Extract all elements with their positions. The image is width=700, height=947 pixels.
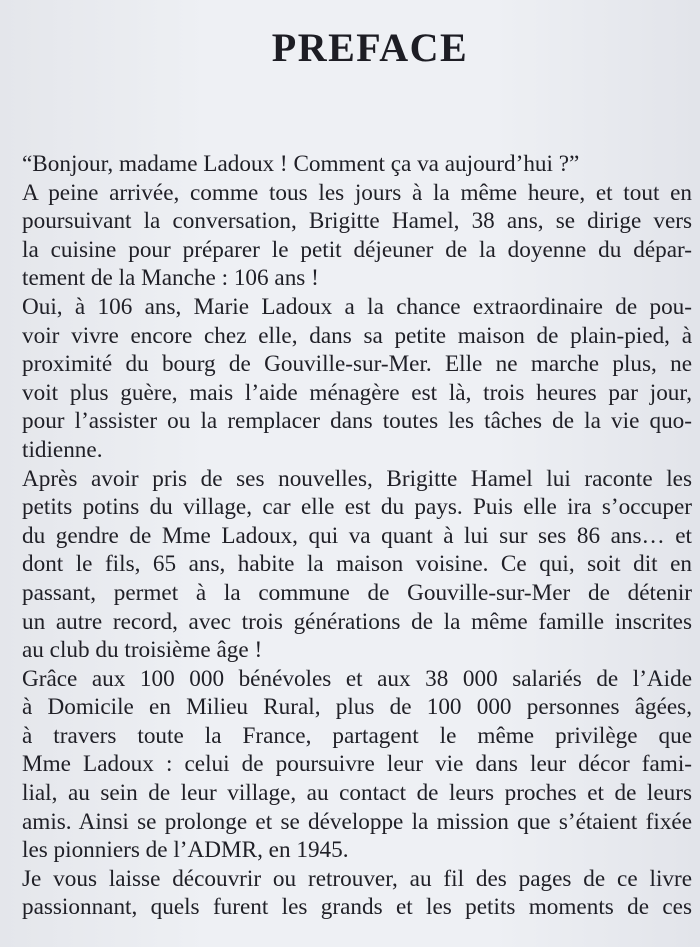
text-line: poursuivant la conversation, Brigitte Hamel, 38 ans, se dirige vers <box>22 208 692 235</box>
preface-body <box>22 150 692 922</box>
text-line: au club du troisième âge ! <box>22 637 263 664</box>
text-line: Grâce aux 100 000 bénévoles et aux 38 000 salariés de l’Aide <box>22 665 692 692</box>
text-line: amis. Ainsi se prolonge et se développe la mission que s’étaient fixée <box>22 808 692 835</box>
text-line: tidienne. <box>22 436 103 463</box>
text-line: petits potins du village, car elle est du pays. Puis elle ira s’occuper <box>22 494 692 521</box>
text-line: Après avoir pris de ses nouvelles, Brigitte Hamel lui raconte les <box>22 465 692 492</box>
text-line: pour l’assister ou la remplacer dans toutes les tâches de la vie quo- <box>22 408 692 435</box>
text-line: “Bonjour, madame Ladoux ! Comment ça va aujourd’hui ?” <box>22 151 580 177</box>
text-line: à travers toute la France, partagent le même privilège que <box>22 722 692 749</box>
text-line: Mme Ladoux : celui de poursuivre leur vie dans leur décor fami- <box>22 751 692 778</box>
text-line: la cuisine pour préparer le petit déjeuner de la doyenne du dépar- <box>22 236 692 263</box>
text-line: Je vous laisse découvrir ou retrouver, au fil des pages de ce livre <box>22 865 692 892</box>
page-title: PREFACE <box>271 25 469 70</box>
text-line: à Domicile en Milieu Rural, plus de 100 000 personnes âgées, <box>22 694 692 721</box>
text-line: lial, au sein de leur village, au contact de leurs proches et de leurs <box>22 780 692 807</box>
text-line: dont le fils, 65 ans, habite la maison voisine. Ce qui, soit dit en <box>22 551 692 578</box>
text-line: passant, permet à la commune de Gouville-sur-Mer de détenir <box>22 579 692 606</box>
text-line: voir vivre encore chez elle, dans sa petite maison de plain-pied, à <box>22 322 692 349</box>
text-line: passionnant, quels furent les grands et les petits moments de ces <box>22 894 692 921</box>
text-line: un autre record, avec trois générations de la même famille inscrites <box>22 608 692 635</box>
text-line: du gendre de Mme Ladoux, qui va quant à lui sur ses 86 ans… et <box>22 522 692 549</box>
text-line: A peine arrivée, comme tous les jours à la même heure, et tout en <box>22 179 692 206</box>
text-line: les pionniers de l’ADMR, en 1945. <box>22 837 349 864</box>
text-line: tement de la Manche : 106 ans ! <box>22 265 319 292</box>
text-line: voit plus guère, mais l’aide ménagère est là, trois heures par jour, <box>22 379 692 406</box>
text-line: Oui, à 106 ans, Marie Ladoux a la chance extraordinaire de pou- <box>22 293 692 320</box>
text-line: proximité du bourg de Gouville-sur-Mer. Elle ne marche plus, ne <box>22 351 692 378</box>
